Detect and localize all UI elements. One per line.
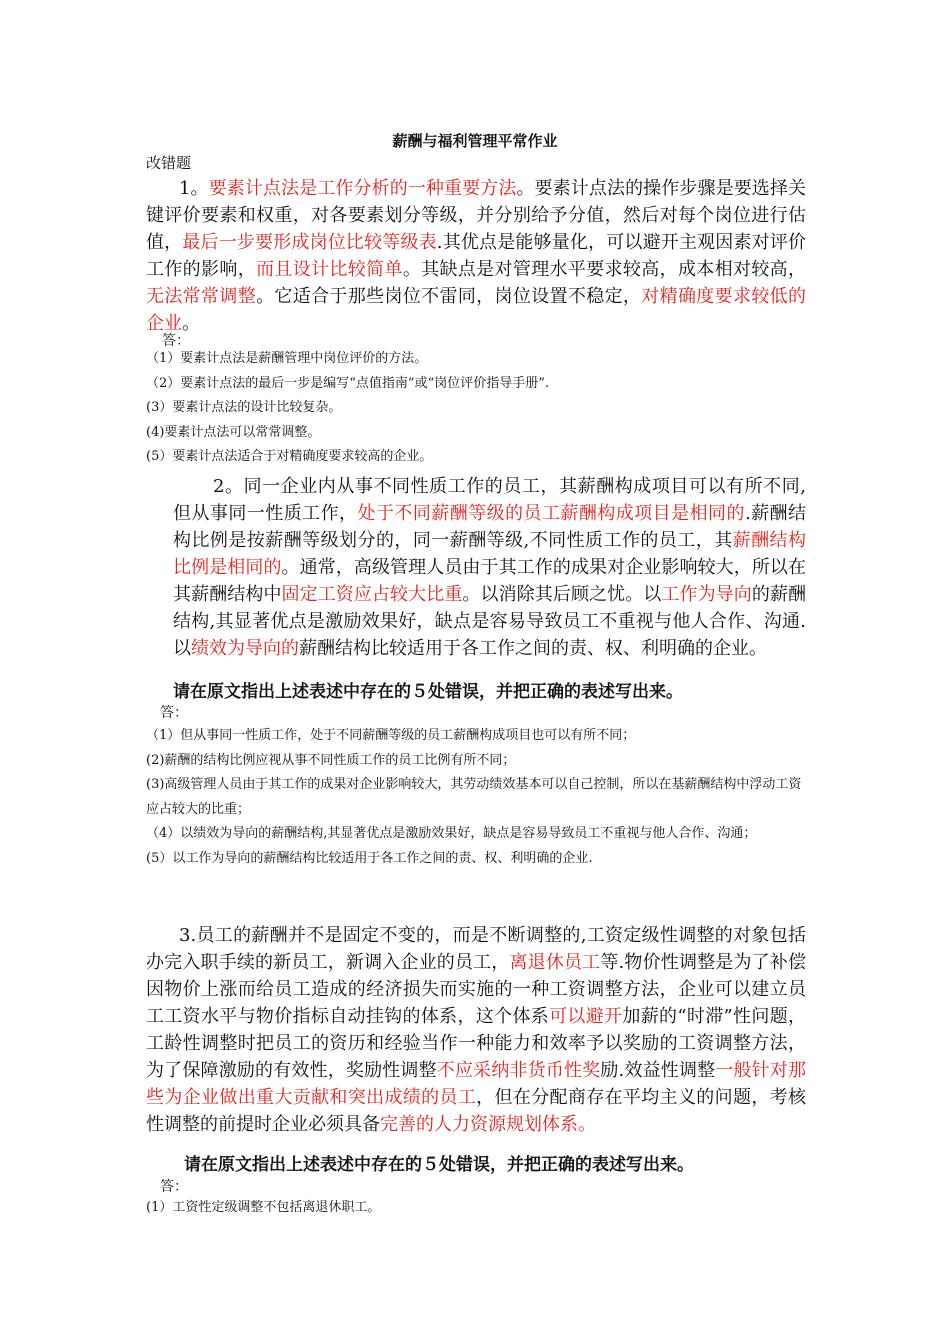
paragraph-text: 的薪酬结构,其显著优点是激励效果好，缺点是容易导致员工不重视与他人合作、沟通.以 (173, 584, 807, 659)
paragraph-text: 2。同一企业内从事不同性质工作的员工，其薪酬构成项目可以有所不同,但从事同一性质工作， (173, 476, 806, 524)
highlighted-error-text: 处于不同薪酬等级的员工薪酬构成项目是相同的 (357, 503, 745, 524)
paragraph-text: 薪酬结构比较适用于各工作之间的责、权、利明确的企业。 (299, 638, 767, 659)
highlighted-error-text: 要素计点法是工作分析的一种重要方法 (208, 178, 517, 199)
answer-item: （2）要素计点法的最后一步是编写“点值指南”或“岗位评价指导手册”. (146, 375, 549, 391)
instruction-2: 请在原文指出上述表述中存在的５处错误，并把正确的表述写出来。 (173, 682, 683, 702)
paragraph-text: ，但在分配商存在平均主义的问题，考核性调整的前提时企业必须具备 (146, 1087, 806, 1135)
highlighted-error-text: 薪酬结构比例是相同的 (173, 530, 807, 578)
highlighted-error-text: 固定工资应占较大比重 (281, 584, 463, 605)
answer-item: (3）要素计点法的设计比较复杂。 (146, 400, 342, 415)
answer-label-1: 答： (162, 333, 190, 349)
question-2-text (173, 473, 806, 662)
paragraph-text: 加薪的“时滞”性问题，工龄性调整时把员工的资历和经验当作一种能力和效率予以奖励的工资调整方法，为了保障激励的有效性，奖励性调整 (146, 1006, 807, 1081)
answer-list-1 (146, 347, 806, 470)
answer-item: (1）工资性定级调整不包括离退休职工。 (146, 1200, 381, 1215)
answer-item: (3)高级管理人员由于其工作的成果对企业影响较大，其劳动绩效基本可以自己控制，所以在基薪酬结构中浮动工资应占较大的比重； (146, 777, 802, 817)
answer-list-2 (146, 724, 806, 871)
highlighted-error-text: 完善的人力资源规划体系。 (380, 1114, 596, 1135)
paragraph-text: 等.物价性调整是为了补偿因物价上涨而给员工造成的经济损失而实施的一种工资调整方法，企业可以建立员工工资水平与物价指标自动挂钩的体系，这个体系 (146, 952, 806, 1027)
paragraph-text: 。通常，高级管理人员由于其工作的成果对企业影响较大，所以在其薪酬结构中 (173, 557, 806, 605)
answer-item: (4)要素计点法可以常常调整。 (146, 424, 321, 440)
answer-item: （4）以绩效为导向的薪酬结构,其显著优点是激励效果好，缺点是容易导致员工不重视与他人合作、沟通； (146, 826, 757, 841)
highlighted-error-text: 离退休员工 (509, 952, 601, 973)
paragraph-text: 3.员工的薪酬并不是固定不变的，而是不断调整的,工资定级性调整的对象包括办完入职手续的新员工，新调入企业的员工， (146, 925, 806, 973)
highlighted-error-text: 一般针对那些为企业做出重大贡献和突出成绩的员工 (146, 1060, 807, 1108)
paragraph-text: 。其缺点是对管理水平要求较高，成本相对较高， (402, 259, 807, 280)
question-1-text (146, 175, 806, 337)
instruction-3: 请在原文指出上述表述中存在的５处错误，并把正确的表述写出来。 (184, 1155, 694, 1175)
highlighted-error-text: 最后一步要形成岗位比较等级表 (182, 232, 437, 253)
answer-item: （1）但从事同一性质工作，处于不同薪酬等级的员工薪酬构成项目也可以有所不同； (146, 728, 636, 743)
paragraph-text: 。 (182, 313, 200, 334)
paragraph-text: 1。 (179, 178, 209, 199)
paragraph-text: .薪酬结构比例是按薪酬等级划分的，同一薪酬等级,不同性质工作的员工，其 (173, 503, 807, 551)
answer-item: (5）以工作为导向的薪酬结构比较适用于各工作之间的责、权、利明确的企业. (146, 850, 593, 866)
paragraph-text: 。要素计点法的操作步骤是要选择关键评价要素和权重，对各要素划分等级，并分别给予分值，然后对每个岗位进行估值， (146, 178, 807, 253)
highlighted-error-text: 而且设计比较简单 (256, 259, 403, 280)
highlighted-error-text: 对精确度要求较低的企业 (146, 286, 807, 334)
question-3-text (146, 922, 806, 1138)
answer-item: (2)薪酬的结构比例应视从事不同性质工作的员工比例有所不同； (146, 752, 516, 768)
paragraph-text: .其优点是能够量化，可以避开主观因素对评价工作的影响， (146, 232, 806, 280)
highlighted-error-text: 工作为导向 (661, 584, 752, 605)
section-label: 改错题 (146, 154, 192, 172)
paragraph-text: 。以消除其后顾之忧。以 (462, 584, 662, 605)
answer-item: (5）要素计点法适合于对精确度要求较高的企业。 (146, 449, 433, 464)
paragraph-text: 励.效益性调整 (600, 1060, 716, 1081)
answer-list-3 (146, 1196, 806, 1221)
answer-label-2: 答： (160, 705, 188, 721)
highlighted-error-text: 无法常常调整 (146, 286, 257, 307)
answer-label-3: 答： (160, 1179, 188, 1195)
page-title: 薪酬与福利管理平常作业 (392, 132, 558, 150)
highlighted-error-text: 不应采纳非货币性奖 (436, 1060, 601, 1081)
highlighted-error-text: 绩效为导向的 (191, 638, 299, 659)
answer-item: （1）要素计点法是薪酬管理中岗位评价的方法。 (146, 351, 428, 366)
highlighted-error-text: 可以避开 (549, 1006, 623, 1027)
paragraph-text: 。它适合于那些岗位不雷同，岗位设置不稳定， (256, 286, 642, 307)
